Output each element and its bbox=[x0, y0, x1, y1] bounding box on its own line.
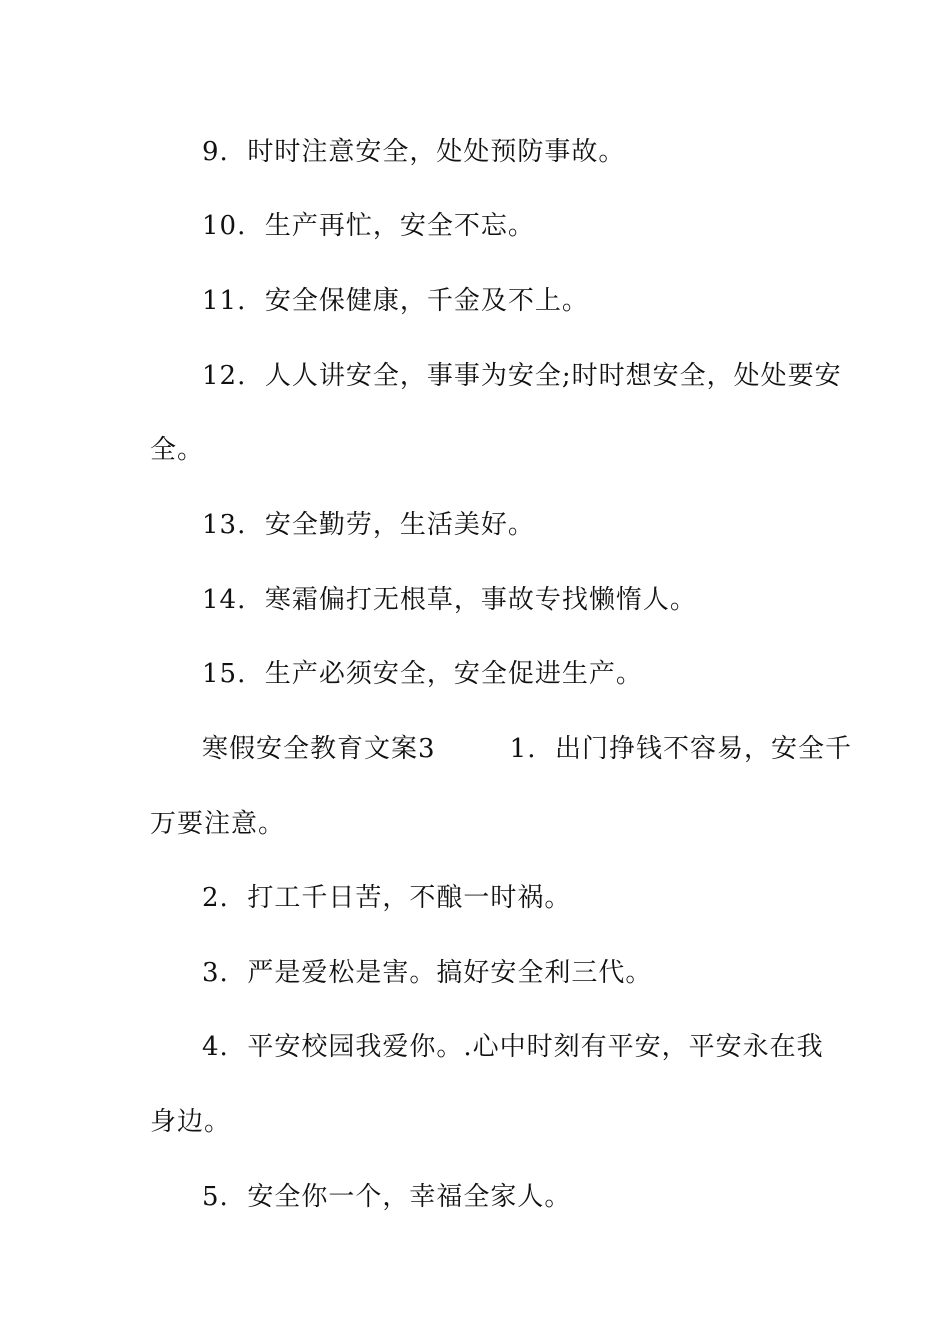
section-heading-line: 寒假安全教育文案3 1. 出门挣钱不容易，安全千 bbox=[202, 734, 852, 764]
text-line: 10. 生产再忙，安全不忘。 bbox=[202, 211, 535, 241]
text-line: 3. 严是爱松是害。搞好安全利三代。 bbox=[202, 958, 653, 988]
text-line: 身边。 bbox=[150, 1107, 232, 1137]
text-line: 5. 安全你一个，幸福全家人。 bbox=[202, 1182, 572, 1212]
text-line: 4. 平安校园我爱你。.心中时刻有平安，平安永在我 bbox=[202, 1032, 824, 1062]
text-line: 12. 人人讲安全，事事为安全;时时想安全，处处要安 bbox=[202, 361, 842, 391]
text-line: 万要注意。 bbox=[150, 809, 286, 839]
text-line: 11. 安全保健康，千金及不上。 bbox=[202, 286, 589, 316]
text-line: 全。 bbox=[150, 435, 205, 465]
text-line: 2. 打工千日苦，不酿一时祸。 bbox=[202, 883, 572, 913]
text-line: 9. 时时注意安全，处处预防事故。 bbox=[202, 137, 626, 167]
text-line: 13. 安全勤劳，生活美好。 bbox=[202, 510, 535, 540]
text-line: 15. 生产必须安全，安全促进生产。 bbox=[202, 659, 643, 689]
text-line: 14. 寒霜偏打无根草，事故专找懒惰人。 bbox=[202, 585, 697, 615]
